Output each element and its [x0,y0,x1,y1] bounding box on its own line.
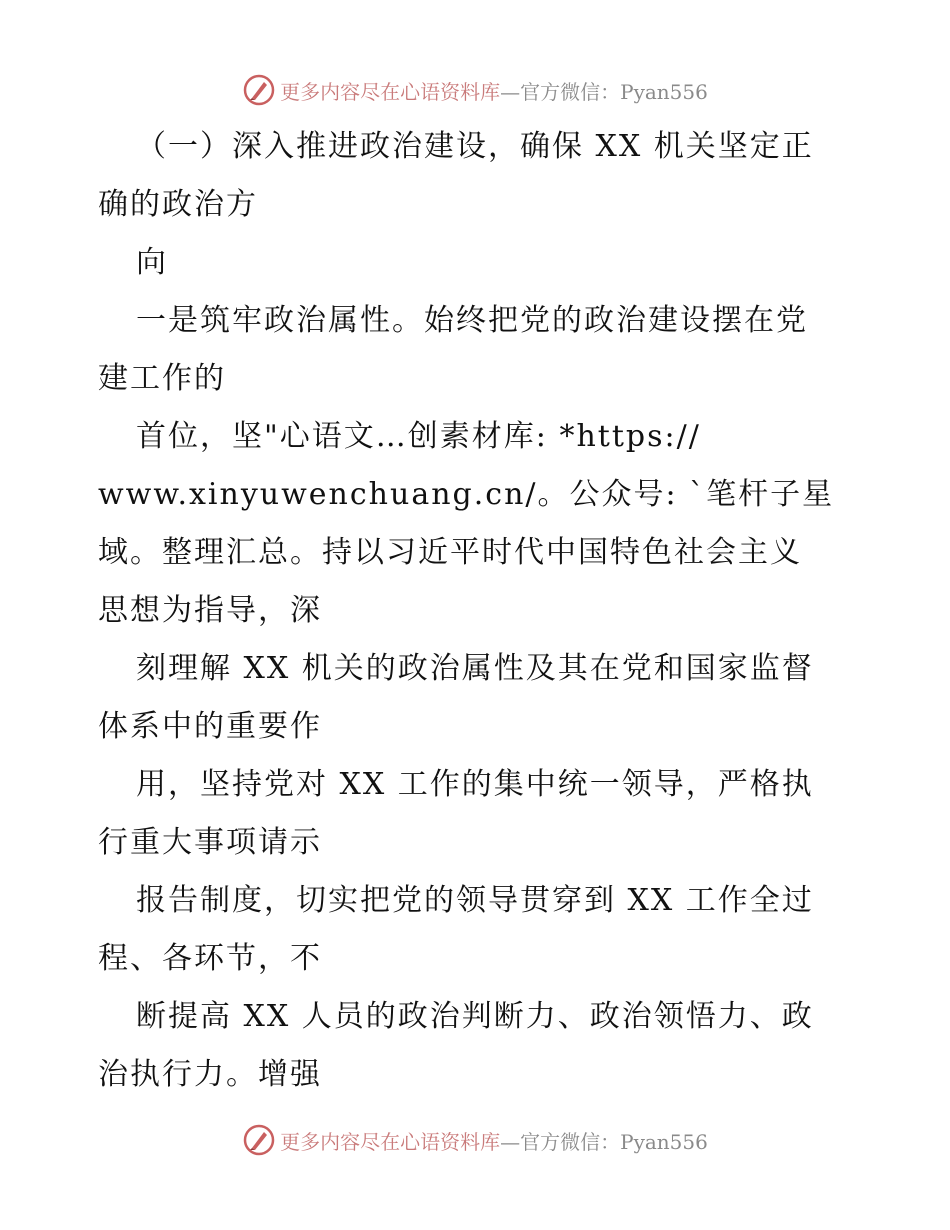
text-line: 报告制度，切实把党的领导贯穿到 XX 工作全过 [136,883,814,918]
text-line: 断提高 XX 人员的政治判断力、政治领悟力、政 [136,999,814,1034]
text-line: 确的政治方 [98,187,258,222]
text-line: 行重大事项请示 [98,825,322,860]
text-line: 刻理解 XX 机关的政治属性及其在党和国家监督 [136,651,814,686]
text-line: 域。整理汇总。持以习近平时代中国特色社会主义 [98,535,802,570]
text-line: 首位，坚"心语文…创素材库: *https:// [136,419,701,454]
text-line: www.xinyuwenchuang.cn/。公众号: `笔杆子星 [98,477,835,512]
text-line: 向 [136,245,168,280]
text-line: 一是筑牢政治属性。始终把党的政治建设摆在党 [136,303,808,338]
text-line: （一）深入推进政治建设，确保 XX 机关坚定正 [136,129,814,164]
pen-logo-icon [242,73,276,107]
text-line: 程、各环节，不 [98,941,322,976]
text-line: 治执行力。增强 [98,1057,322,1092]
text-line: 用，坚持党对 XX 工作的集中统一领导，严格执 [136,767,814,802]
text-line: 建工作的 [98,361,226,396]
footer-banner [0,1120,950,1160]
text-line: 体系中的重要作 [98,709,322,744]
banner-text: 更多内容尽在心语资料库—官方微信：Pyan556 [280,79,708,104]
banner-text: 更多内容尽在心语资料库—官方微信：Pyan556 [280,1129,708,1154]
pen-logo-icon [242,1123,276,1157]
header-banner [0,70,950,110]
text-line: 思想为指导，深 [98,593,322,628]
